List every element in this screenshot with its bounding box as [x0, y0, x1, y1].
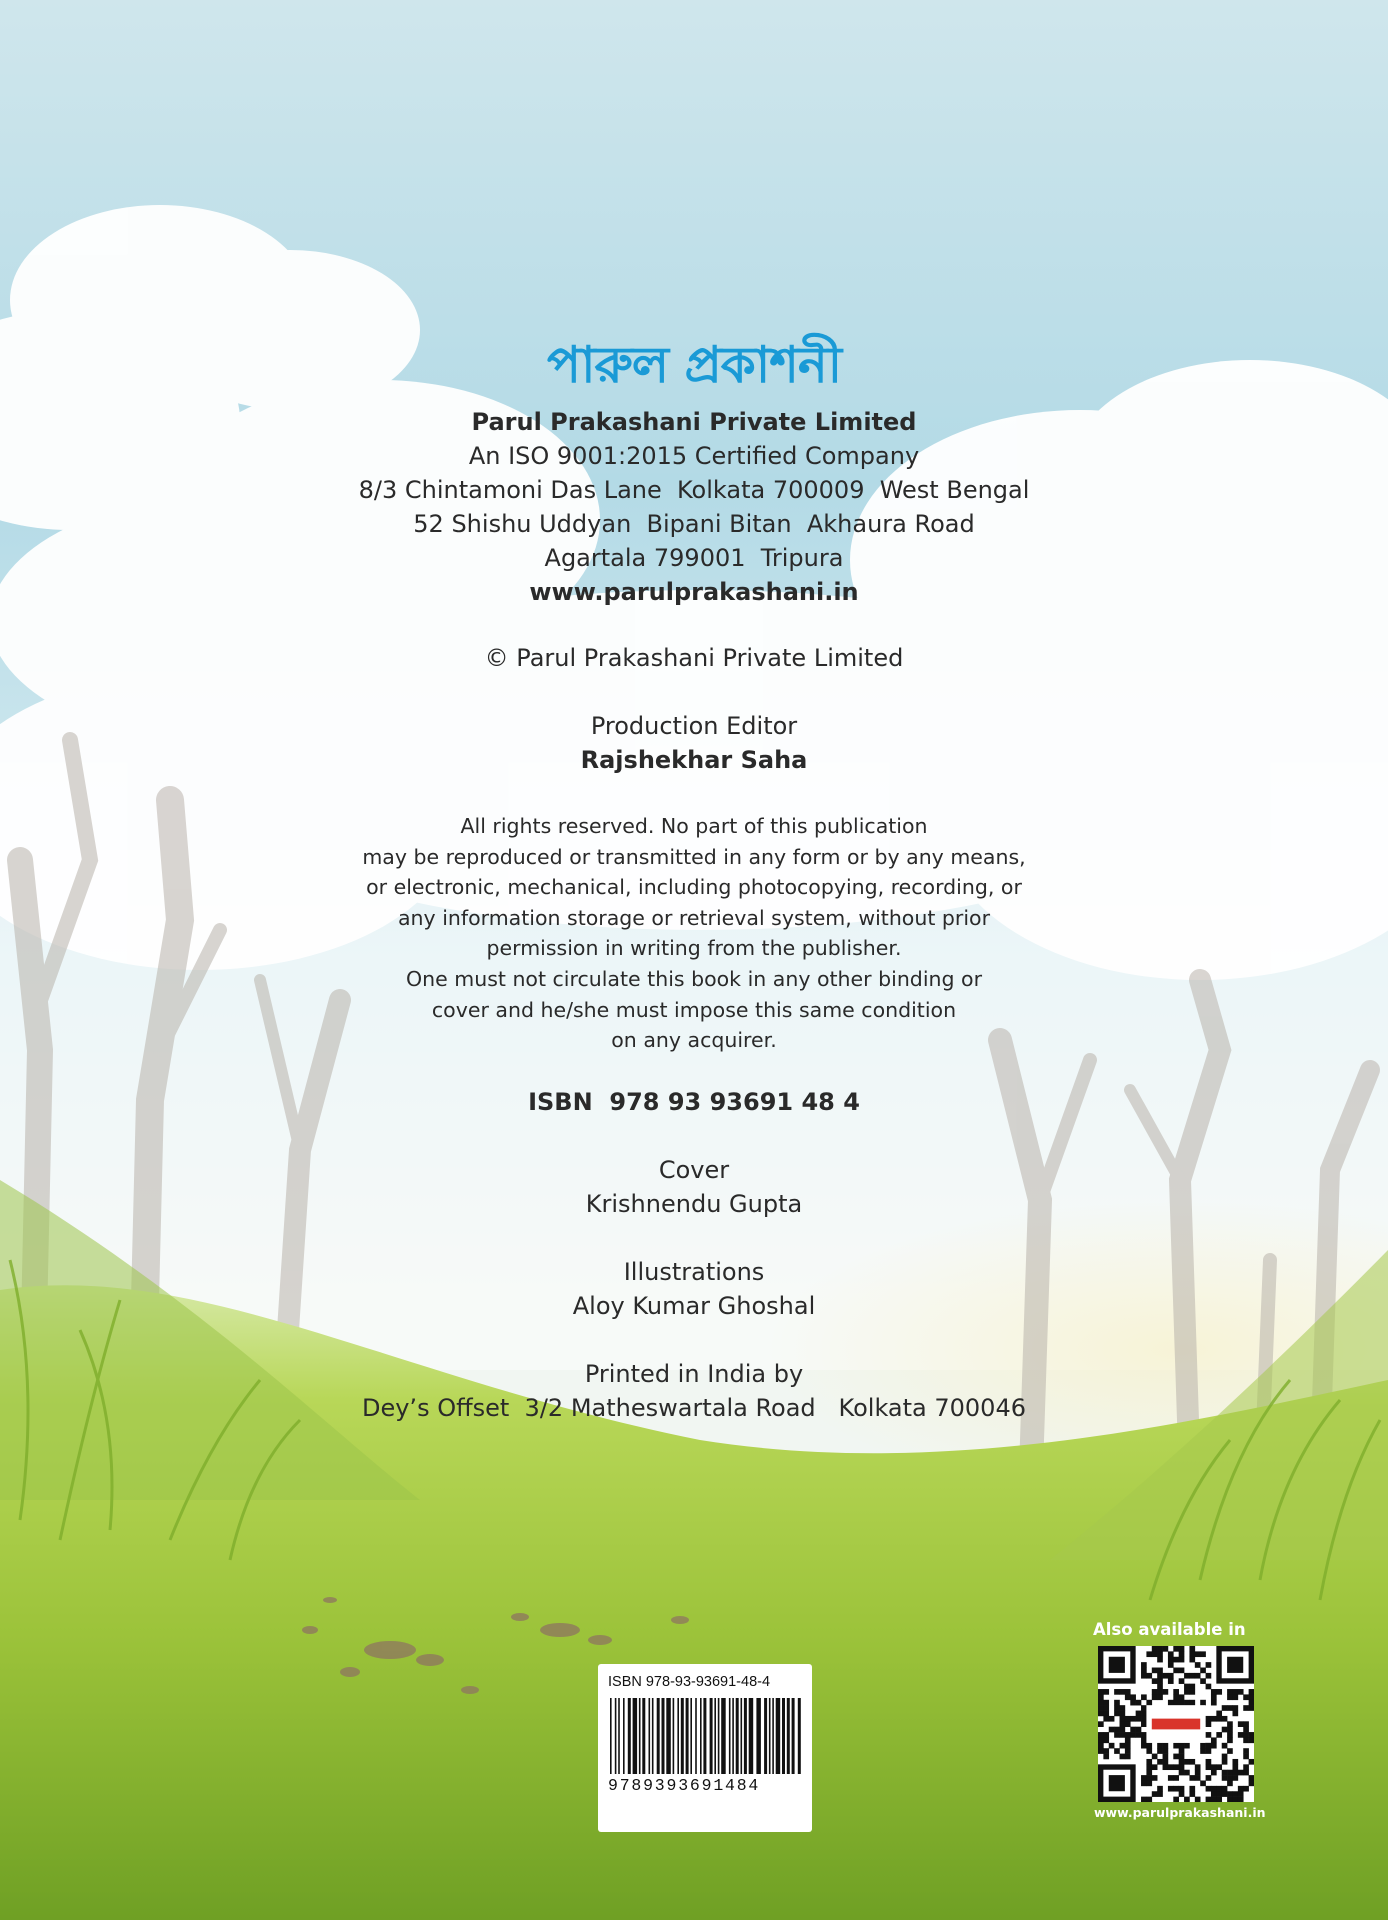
printer-details: Dey’s Offset 3/2 Matheswartala Road Kolkata 700046	[361, 1394, 1026, 1422]
qr-pattern	[1098, 1646, 1254, 1802]
rights-line: any information storage or retrieval system, without prior	[397, 905, 991, 930]
production-editor-label: Production Editor	[590, 712, 798, 740]
rights-line: permission in writing from the publisher.	[486, 936, 902, 961]
rights-line: One must not circulate this book in any other binding or	[405, 966, 983, 991]
barcode-bars	[608, 1698, 802, 1776]
rights-line: All rights reserved. No part of this publication	[460, 814, 928, 838]
address-agartala-1: 52 Shishu Uddyan Bipani Bitan Akhaura Road	[413, 510, 975, 538]
rights-line: or electronic, mechanical, including photocopying, recording, or	[366, 875, 1022, 900]
illustrations-artist: Aloy Kumar Ghoshal	[572, 1292, 816, 1320]
cover-credit	[0, 1153, 1388, 1221]
illustrations-label: Illustrations	[623, 1258, 765, 1286]
copyright-line: © Parul Prakashani Private Limited	[484, 644, 904, 672]
isbn-line: ISBN 978 93 93691 48 4	[528, 1088, 860, 1116]
qr-website[interactable]: www.parulprakashani.in	[1094, 1805, 1266, 1820]
rights-line: on any acquirer.	[611, 1028, 777, 1053]
publisher-logo: পারুল প্রকাশনী	[547, 336, 841, 394]
publisher-website[interactable]: www.parulprakashani.in	[529, 578, 859, 606]
isbn-block	[0, 1085, 1388, 1119]
printer-label: Printed in India by	[584, 1360, 804, 1388]
rights-notice	[0, 811, 1388, 1056]
publisher-address-block	[0, 405, 1388, 609]
rights-line: cover and he/she must impose this same condition	[431, 997, 957, 1022]
qr-caption: Also available in	[1093, 1620, 1246, 1639]
address-agartala-2: Agartala 799001 Tripura	[544, 544, 844, 572]
cover-label: Cover	[658, 1156, 730, 1184]
address-kolkata: 8/3 Chintamoni Das Lane Kolkata 700009 West Bengal	[358, 476, 1030, 504]
certification-line: An ISO 9001:2015 Certified Company	[468, 442, 920, 470]
illustrations-credit	[0, 1255, 1388, 1323]
production-editor-name: Rajshekhar Saha	[580, 746, 808, 774]
cover-artist: Krishnendu Gupta	[585, 1190, 803, 1218]
barcode-digits: 9789393691484	[608, 1776, 761, 1795]
rights-line: may be reproduced or transmitted in any form or by any means,	[362, 844, 1026, 869]
copyright-block	[0, 641, 1388, 675]
printer-credit	[0, 1357, 1388, 1425]
production-editor-block	[0, 709, 1388, 777]
isbn-barcode	[598, 1664, 812, 1832]
qr-code[interactable]	[1098, 1646, 1254, 1802]
publisher-name: Parul Prakashani Private Limited	[471, 408, 917, 436]
barcode-isbn-text: ISBN 978-93-93691-48-4	[608, 1674, 771, 1690]
